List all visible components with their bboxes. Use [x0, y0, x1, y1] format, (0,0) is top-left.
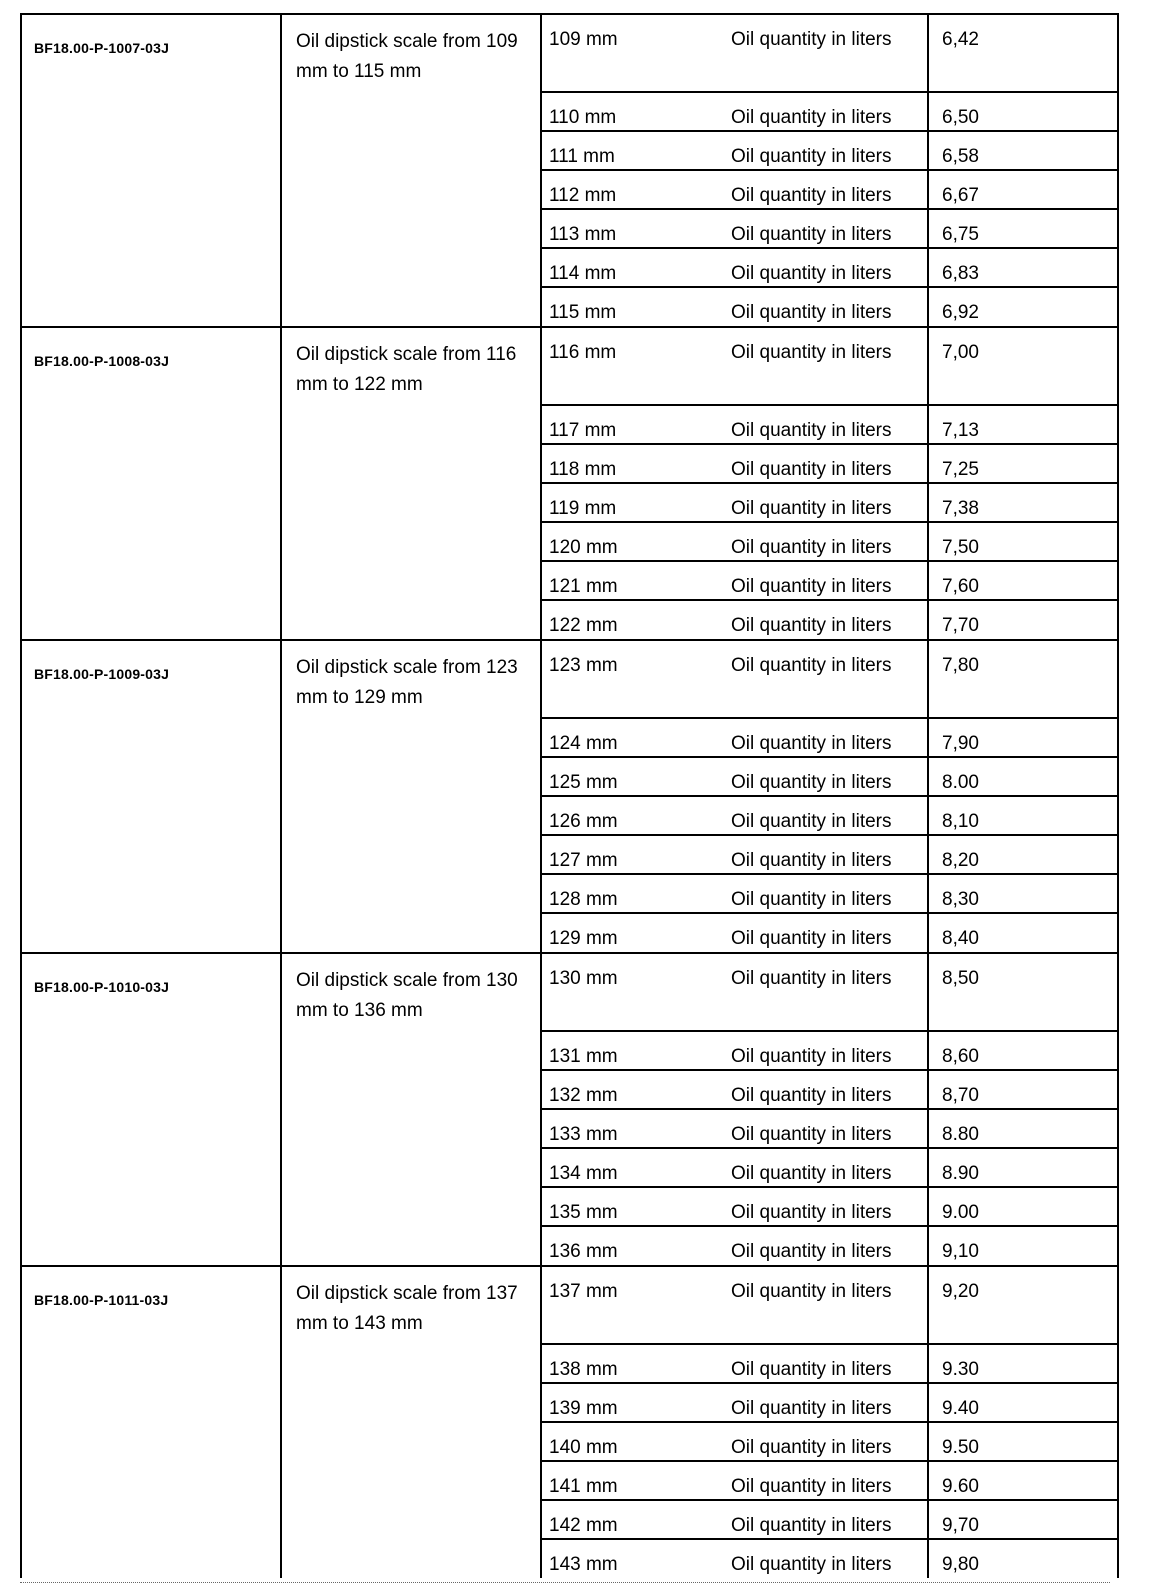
oil-quantity-label: Oil quantity in liters: [731, 615, 892, 636]
scale-description: Oil dipstick scale from 109 mm to 115 mm: [296, 31, 518, 82]
oil-quantity-label: Oil quantity in liters: [731, 1046, 892, 1067]
row-divider: [540, 756, 1119, 758]
oil-quantity-label: Oil quantity in liters: [731, 1163, 892, 1184]
oil-quantity-value: 7,80: [942, 655, 979, 676]
row-divider: [540, 1069, 1119, 1071]
oil-quantity-label: Oil quantity in liters: [731, 576, 892, 597]
dipstick-reading: 140 mm: [549, 1437, 618, 1458]
row-divider: [540, 1030, 1119, 1032]
oil-quantity-label: Oil quantity in liters: [731, 655, 892, 676]
dipstick-reading: 137 mm: [549, 1281, 618, 1302]
oil-quantity-value: 8,70: [942, 1085, 979, 1106]
oil-quantity-value: 7,70: [942, 615, 979, 636]
dipstick-reading: 115 mm: [549, 302, 617, 323]
dipstick-reading: 122 mm: [549, 615, 618, 636]
oil-quantity-label: Oil quantity in liters: [731, 1515, 892, 1536]
row-divider: [540, 912, 1119, 914]
oil-quantity-value: 6,42: [942, 29, 979, 50]
oil-quantity-value: 8.90: [942, 1163, 979, 1184]
dipstick-reading: 132 mm: [549, 1085, 618, 1106]
oil-quantity-label: Oil quantity in liters: [731, 1281, 892, 1302]
oil-quantity-value: 6,67: [942, 185, 979, 206]
oil-quantity-value: 9.30: [942, 1359, 979, 1380]
group-divider: [20, 326, 1119, 328]
oil-quantity-label: Oil quantity in liters: [731, 420, 892, 441]
row-divider: [540, 717, 1119, 719]
oil-quantity-label: Oil quantity in liters: [731, 107, 892, 128]
oil-quantity-label: Oil quantity in liters: [731, 889, 892, 910]
dipstick-reading: 123 mm: [549, 655, 618, 676]
oil-quantity-value: 8,60: [942, 1046, 979, 1067]
oil-quantity-value: 6,75: [942, 224, 979, 245]
row-divider: [540, 1382, 1119, 1384]
oil-quantity-label: Oil quantity in liters: [731, 537, 892, 558]
oil-quantity-label: Oil quantity in liters: [731, 185, 892, 206]
oil-quantity-value: 7,90: [942, 733, 979, 754]
oil-quantity-label: Oil quantity in liters: [731, 1437, 892, 1458]
oil-quantity-value: 7,25: [942, 459, 979, 480]
oil-quantity-label: Oil quantity in liters: [731, 928, 892, 949]
group-divider: [20, 639, 1119, 641]
dipstick-reading: 119 mm: [549, 498, 617, 519]
row-divider: [540, 1147, 1119, 1149]
oil-quantity-value: 8,20: [942, 850, 979, 871]
group-divider: [20, 952, 1119, 954]
row-divider: [540, 1421, 1119, 1423]
part-number: BF18.00-P-1009-03J: [34, 666, 170, 682]
dipstick-reading: 125 mm: [549, 772, 618, 793]
dipstick-reading: 117 mm: [549, 420, 617, 441]
row-divider: [540, 404, 1119, 406]
oil-quantity-label: Oil quantity in liters: [731, 1202, 892, 1223]
oil-quantity-value: 8,40: [942, 928, 979, 949]
oil-quantity-value: 7,50: [942, 537, 979, 558]
scale-description: Oil dipstick scale from 130 mm to 136 mm: [296, 970, 518, 1021]
oil-quantity-label: Oil quantity in liters: [731, 459, 892, 480]
column-divider-code: [280, 13, 282, 1578]
oil-quantity-value: 9.40: [942, 1398, 979, 1419]
dipstick-reading: 131 mm: [549, 1046, 618, 1067]
table-border-left: [20, 13, 22, 1578]
oil-quantity-label: Oil quantity in liters: [731, 968, 892, 989]
row-divider: [540, 795, 1119, 797]
oil-quantity-value: 6,50: [942, 107, 979, 128]
dipstick-reading: 127 mm: [549, 850, 618, 871]
oil-quantity-label: Oil quantity in liters: [731, 1124, 892, 1145]
scale-description: Oil dipstick scale from 123 mm to 129 mm: [296, 657, 518, 708]
oil-quantity-value: 6,83: [942, 263, 979, 284]
row-divider: [540, 599, 1119, 601]
row-divider: [540, 1343, 1119, 1345]
oil-quantity-label: Oil quantity in liters: [731, 29, 892, 50]
row-divider: [540, 1460, 1119, 1462]
dipstick-reading: 133 mm: [549, 1124, 618, 1145]
dipstick-reading: 118 mm: [549, 459, 617, 480]
oil-quantity-label: Oil quantity in liters: [731, 302, 892, 323]
oil-quantity-value: 9.60: [942, 1476, 979, 1497]
row-divider: [540, 1499, 1119, 1501]
oil-quantity-value: 9.50: [942, 1437, 979, 1458]
oil-quantity-value: 7,00: [942, 342, 979, 363]
oil-quantity-value: 8,10: [942, 811, 979, 832]
row-divider: [540, 873, 1119, 875]
part-number: BF18.00-P-1008-03J: [34, 353, 170, 369]
row-divider: [540, 1538, 1119, 1540]
dipstick-reading: 109 mm: [549, 29, 618, 50]
scale-description: Oil dipstick scale from 116 mm to 122 mm: [296, 344, 517, 395]
dipstick-reading: 113 mm: [549, 224, 617, 245]
oil-quantity-label: Oil quantity in liters: [731, 146, 892, 167]
dipstick-reading: 138 mm: [549, 1359, 618, 1380]
row-divider: [540, 560, 1119, 562]
oil-quantity-value: 8,50: [942, 968, 979, 989]
oil-quantity-label: Oil quantity in liters: [731, 1476, 892, 1497]
page-bottom-dotted-rule: [20, 1582, 1110, 1583]
row-divider: [540, 130, 1119, 132]
row-divider: [540, 521, 1119, 523]
row-divider: [540, 1225, 1119, 1227]
oil-quantity-value: 6,92: [942, 302, 979, 323]
dipstick-reading: 136 mm: [549, 1241, 618, 1262]
group-divider: [20, 1265, 1119, 1267]
dipstick-reading: 111 mm: [549, 146, 615, 167]
dipstick-reading: 112 mm: [549, 185, 617, 206]
dipstick-reading: 128 mm: [549, 889, 618, 910]
row-divider: [540, 834, 1119, 836]
dipstick-reading: 141 mm: [549, 1476, 618, 1497]
dipstick-reading: 121 mm: [549, 576, 618, 597]
part-number: BF18.00-P-1007-03J: [34, 40, 170, 56]
oil-quantity-label: Oil quantity in liters: [731, 342, 892, 363]
scale-description: Oil dipstick scale from 137 mm to 143 mm: [296, 1283, 518, 1334]
row-divider: [540, 1186, 1119, 1188]
oil-quantity-value: 8.00: [942, 772, 979, 793]
part-number: BF18.00-P-1010-03J: [34, 979, 170, 995]
dipstick-reading: 110 mm: [549, 107, 617, 128]
oil-quantity-value: 8,30: [942, 889, 979, 910]
row-divider: [540, 208, 1119, 210]
oil-quantity-value: 9,80: [942, 1554, 979, 1575]
oil-quantity-label: Oil quantity in liters: [731, 733, 892, 754]
oil-quantity-value: 9,70: [942, 1515, 979, 1536]
oil-quantity-label: Oil quantity in liters: [731, 850, 892, 871]
row-divider: [540, 169, 1119, 171]
row-divider: [540, 1108, 1119, 1110]
row-divider: [540, 482, 1119, 484]
dipstick-reading: 114 mm: [549, 263, 617, 284]
table-border-top: [20, 13, 1119, 15]
row-divider: [540, 91, 1119, 93]
oil-quantity-label: Oil quantity in liters: [731, 1359, 892, 1380]
oil-quantity-value: 6,58: [942, 146, 979, 167]
oil-quantity-label: Oil quantity in liters: [731, 1241, 892, 1262]
oil-quantity-value: 7,60: [942, 576, 979, 597]
row-divider: [540, 286, 1119, 288]
oil-quantity-value: 9.00: [942, 1202, 979, 1223]
row-divider: [540, 247, 1119, 249]
oil-quantity-label: Oil quantity in liters: [731, 498, 892, 519]
oil-quantity-label: Oil quantity in liters: [731, 224, 892, 245]
dipstick-reading: 130 mm: [549, 968, 618, 989]
oil-quantity-label: Oil quantity in liters: [731, 1085, 892, 1106]
dipstick-reading: 120 mm: [549, 537, 618, 558]
dipstick-reading: 142 mm: [549, 1515, 618, 1536]
oil-quantity-value: 9,20: [942, 1281, 979, 1302]
oil-quantity-label: Oil quantity in liters: [731, 1554, 892, 1575]
dipstick-reading: 135 mm: [549, 1202, 618, 1223]
oil-quantity-label: Oil quantity in liters: [731, 1398, 892, 1419]
dipstick-reading: 134 mm: [549, 1163, 618, 1184]
oil-quantity-label: Oil quantity in liters: [731, 263, 892, 284]
dipstick-reading: 116 mm: [549, 342, 617, 363]
oil-quantity-value: 7,13: [942, 420, 979, 441]
oil-quantity-label: Oil quantity in liters: [731, 811, 892, 832]
dipstick-reading: 129 mm: [549, 928, 618, 949]
oil-quantity-value: 9,10: [942, 1241, 979, 1262]
oil-quantity-label: Oil quantity in liters: [731, 772, 892, 793]
dipstick-reading: 143 mm: [549, 1554, 618, 1575]
dipstick-reading: 139 mm: [549, 1398, 618, 1419]
dipstick-reading: 124 mm: [549, 733, 618, 754]
oil-quantity-value: 7,38: [942, 498, 979, 519]
dipstick-reading: 126 mm: [549, 811, 618, 832]
part-number: BF18.00-P-1011-03J: [34, 1292, 169, 1308]
oil-quantity-value: 8.80: [942, 1124, 979, 1145]
row-divider: [540, 443, 1119, 445]
